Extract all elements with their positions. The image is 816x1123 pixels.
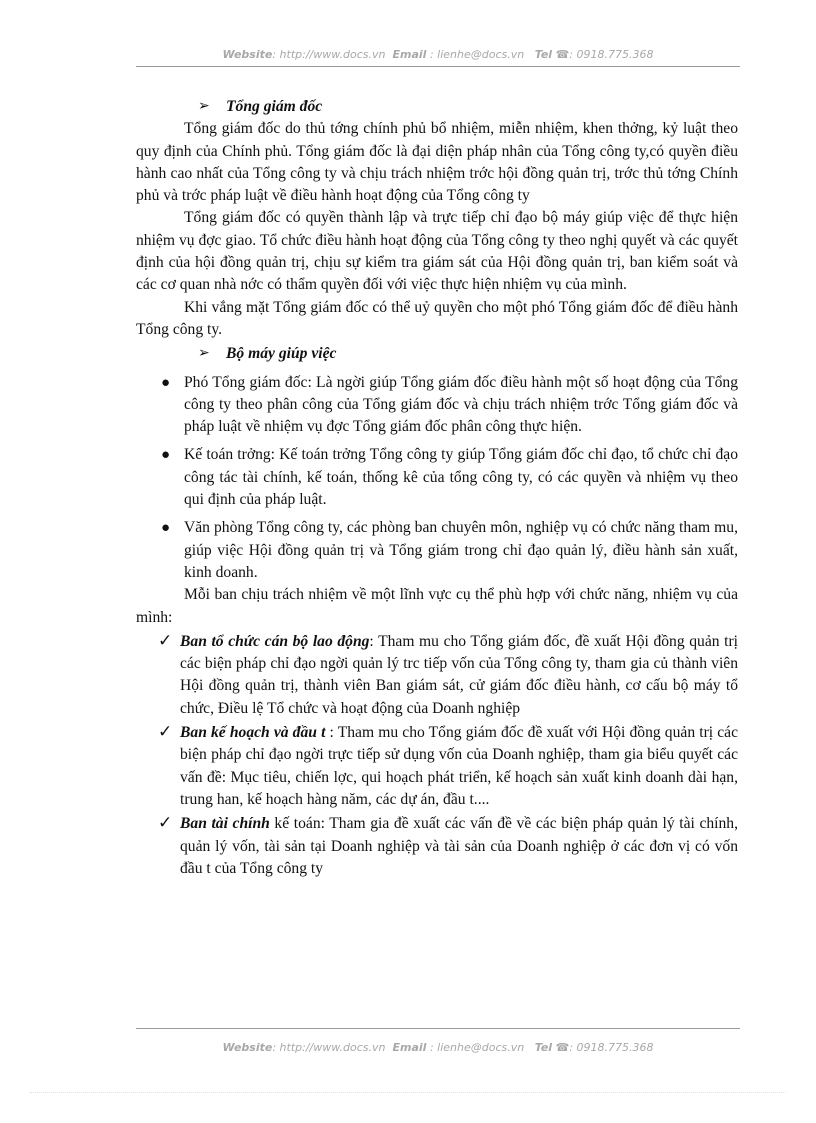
bullet-item: ● Kế toán trởng: Kế toán trởng Tổng công ty giúp Tổng giám đốc chỉ đạo, tổ chức chỉ đạo công tác tài chính, kế toán, thống kê của tổng công ty, có các quyền và nhiệm vụ theo qui định của pháp luật. [161,446,738,509]
document-body [136,96,738,880]
arrow-bullet-icon: ➢ [198,346,210,362]
footer-rule [136,1028,740,1029]
footer-email-value: : lienhe@docs.vn [429,1041,525,1054]
checkmark-icon: ✓ [158,630,173,650]
paragraph: Tổng giám đốc do thủ tớng chính phủ bổ nhiệm, miễn nhiệm, khen thởng, kỷ luật theo quy định của Chính phủ. Tổng giám đốc là đại diện pháp nhân của Tổng công ty,có quyền điều hành cao nhất của Tổng công ty và chịu trách nhiệm trớc hội đồng quản trị, trớc thủ tớng Chính phủ và trớc pháp luật về điều hành hoạt động của Tổng công ty [136,120,738,205]
footer-tel-label: Tel [534,1041,553,1054]
page-bottom-edge [30,1092,786,1093]
header-tel-label: Tel [534,48,553,61]
footer-website-label: Website [222,1041,273,1054]
paragraph: Tổng giám đốc có quyền thành lập và trực tiếp chỉ đạo bộ máy giúp việc để thực hiện nhiệm vụ đợc giao. Tổ chức điều hành hoạt động của Tổng công ty theo nghị quyết và các quyết định của hội đồng quản trị, chịu sự kiểm tra giám sát của Hội đồng quản trị, ban kiểm soát và các cơ quan nhà nớc có thẩm quyền đối với việc thực hiện nhiệm vụ của mình. [136,209,738,294]
header-tel-value: : 0918.775.368 [569,48,654,61]
bullet-item: ● Văn phòng Tổng công ty, các phòng ban chuyên môn, nghiệp vụ có chức năng tham mu, giúp việc Hội đồng quản trị và Tổng giám trong chỉ đạo quản lý, điều hành sản xuất, kinh doanh. [161,519,738,581]
paragraph: Mỗi ban chịu trách nhiệm về một lĩnh vực cụ thể phù hợp với chức năng, nhiệm vụ của mình: [136,586,738,626]
header-website-value: : http://www.docs.vn [272,48,386,61]
phone-icon: ☎ [555,48,570,61]
page-footer [136,1041,740,1054]
section-heading-tong-giam-doc: ➢ Tổng giám đốc [136,96,738,118]
section-heading-bo-may-giup-viec: ➢ Bộ máy giúp việc [136,343,738,365]
bullet-dot-icon: ● [161,520,171,537]
bullet-dot-icon: ● [161,447,171,464]
arrow-bullet-icon: ➢ [198,99,210,114]
header-website-label: Website [222,48,273,61]
check-item: ✓ Ban tổ chức cán bộ lao động: Tham mu cho Tổng giám đốc, đề xuất Hội đồng quản trị các biện pháp chỉ đạo ngời quản lý trc tiếp vốn của Tổng công ty, tham gia củ thành viên Hội đồng quản trị, thành viên Ban giám sát, cử giám đốc điều hành, cơ cấu bộ máy tổ chức, Điều lệ Tổ chức và hoạt động của Doanh nghiệp [158,630,738,717]
header-email-label: Email [392,48,427,61]
check-item: ✓ Ban tài chính kế toán: Tham gia đề xuất các vấn đề về các biện pháp quản lý tài chính, quản lý vốn, tài sản tại Doanh nghiệp và tài sản của Doanh nghiệp ở các đơn vị có vốn đầu t của Tổng công ty [158,813,738,877]
paragraph: Khi vắng mặt Tổng giám đốc có thể uỷ quyền cho một phó Tổng giám đốc để điều hành Tổng công ty. [136,298,738,338]
checkmark-icon: ✓ [158,722,173,742]
bullet-item: ● Phó Tổng giám đốc: Là ngời giúp Tổng giám đốc điều hành một số hoạt động của Tổng công ty theo phân công của Tổng giám đốc và chịu trách nhiệm trớc Tổng giám đốc và pháp luật về nhiệm vụ đợc Tổng giám đốc phân công thực hiện. [161,373,738,436]
page-header [136,48,740,61]
footer-email-label: Email [392,1041,427,1054]
footer-website-value: : http://www.docs.vn [272,1041,386,1054]
phone-icon: ☎ [555,1041,570,1054]
bullet-dot-icon: ● [161,374,171,391]
header-rule [136,66,740,67]
footer-tel-value: : 0918.775.368 [569,1041,654,1054]
check-item: ✓ Ban kế hoạch và đầu t : Tham mu cho Tổng giám đốc đề xuất với Hội đồng quản trị các biện pháp chỉ đạo ngời trực tiếp sử dụng vốn của Doanh nghiệp, tham gia biểu quyết các vấn đề: Mục tiêu, chiến lợc, qui hoạch phát triển, kế hoạch sản xuất kinh doanh dài hạn, trung han, kế hoạch hàng năm, các dự án, đầu t.... [158,722,739,808]
header-email-value: : lienhe@docs.vn [429,48,525,61]
checkmark-icon: ✓ [158,813,173,833]
